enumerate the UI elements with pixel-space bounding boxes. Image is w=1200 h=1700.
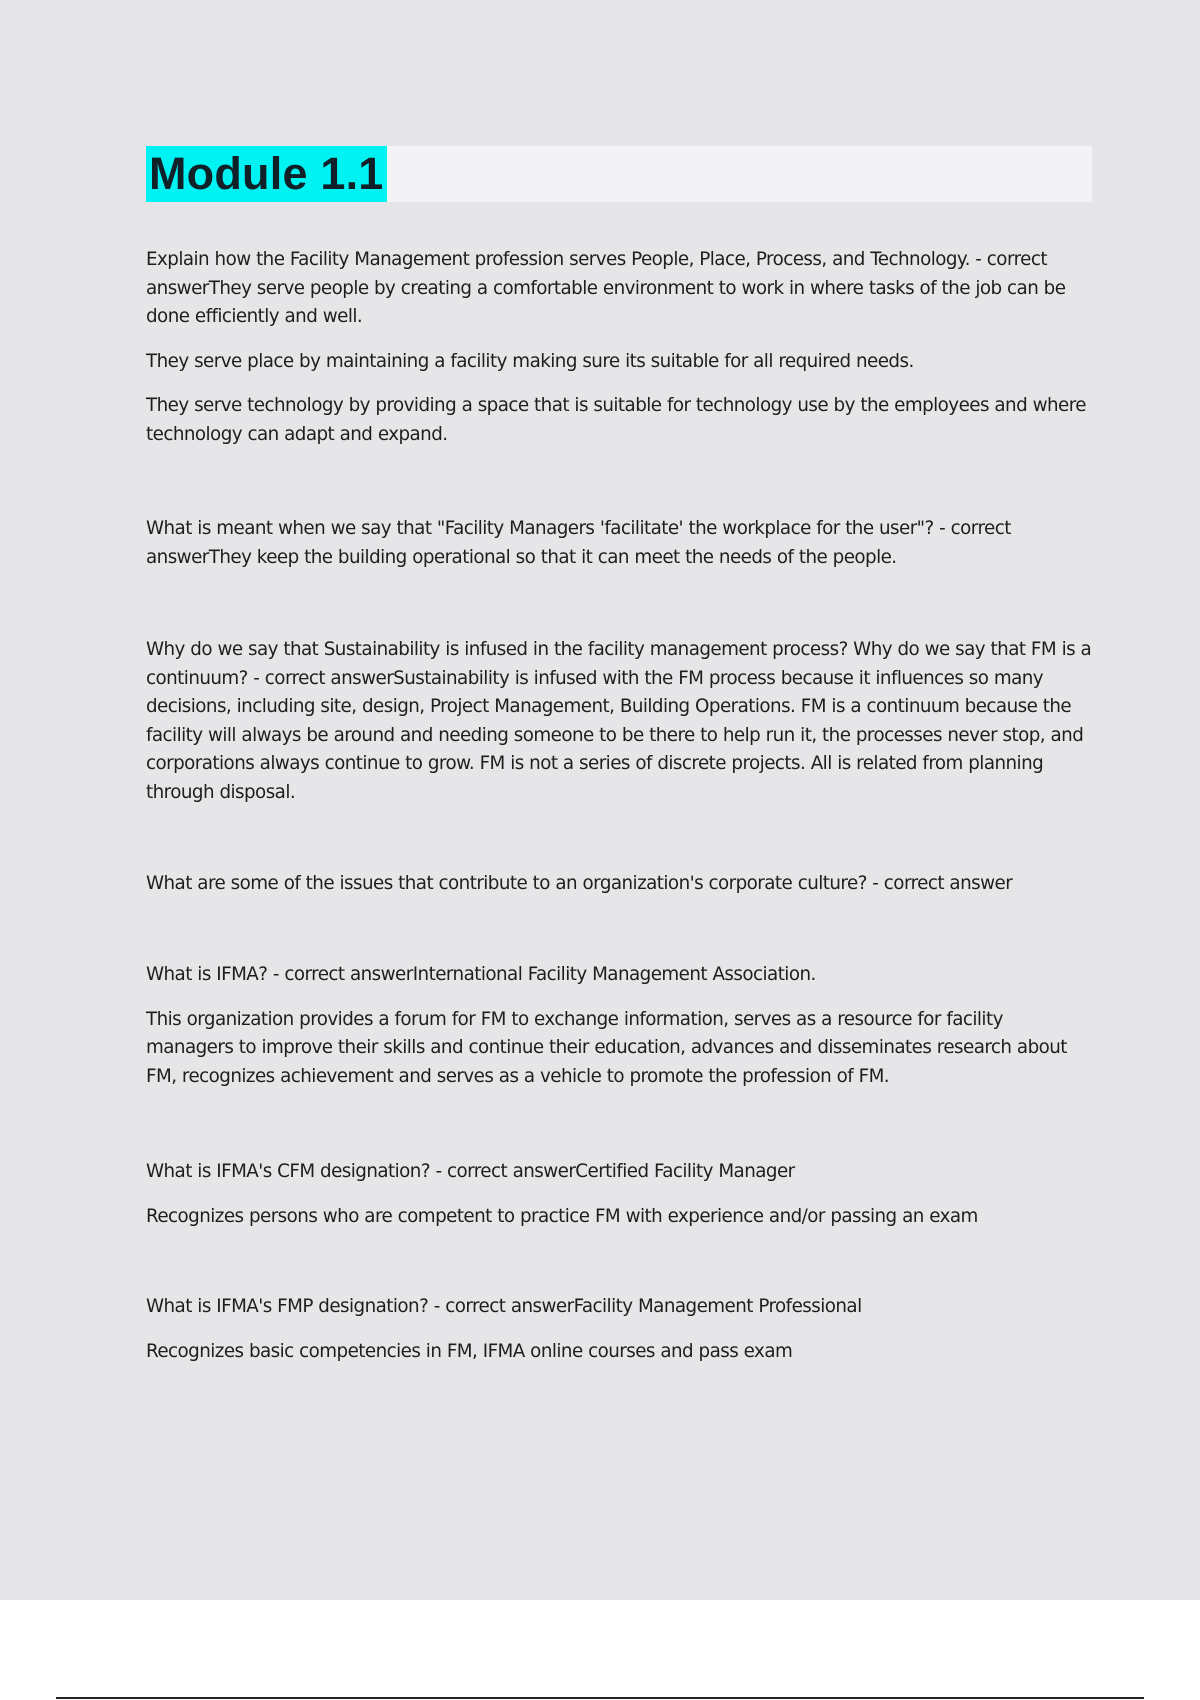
qa-item bbox=[146, 636, 1092, 807]
qa-paragraph: They serve technology by providing a space that is suitable for technology use by the employees and where technology can adapt and expand. bbox=[146, 395, 1087, 445]
qa-paragraph: What is meant when we say that "Facility Managers 'facilitate' the workplace for the user"? - correct answerThey keep the building operational so that it can meet the needs of the people. bbox=[146, 518, 1011, 568]
qa-paragraph: This organization provides a forum for FM to exchange information, serves as a resource for facility managers to improve their skills and continue their education, advances and disseminates research about FM, recognizes achievement and serves as a vehicle to promote the profession of FM. bbox=[146, 1008, 1067, 1087]
page-content bbox=[146, 146, 1092, 1362]
qa-paragraph: Recognizes basic competencies in FM, IFMA online courses and pass exam bbox=[146, 1340, 793, 1362]
qa-item bbox=[146, 870, 1092, 899]
qa-paragraph: What are some of the issues that contribute to an organization's corporate culture? - correct answer bbox=[146, 873, 1013, 894]
qa-paragraph: What is IFMA's CFM designation? - correct answerCertified Facility Manager bbox=[146, 1161, 795, 1182]
title-bar bbox=[146, 146, 1092, 202]
qa-paragraph: Recognizes persons who are competent to practice FM with experience and/or passing an exam bbox=[146, 1205, 978, 1227]
qa-item bbox=[146, 1158, 1092, 1231]
qa-paragraph: What is IFMA? - correct answerInternational Facility Management Association. bbox=[146, 964, 816, 985]
qa-item bbox=[146, 246, 1092, 449]
qa-paragraph: They serve place by maintaining a facility making sure its suitable for all required needs. bbox=[146, 350, 914, 372]
qa-item bbox=[146, 515, 1092, 572]
qa-item bbox=[146, 961, 1092, 1091]
footer-divider bbox=[56, 1697, 1144, 1699]
page-title: Module 1.1 bbox=[146, 146, 387, 202]
qa-paragraph: Why do we say that Sustainability is infused in the facility management process? Why do we say that FM is a continuum? - correct answerSustainability is infused with the FM process because it influences so many decisions, including site, design, Project Management, Building Operations. FM is a continuum because the facility will always be around and needing someone to be there to help run it, the processes never stop, and corporations always continue to grow. FM is not a series of discrete projects. All is related from planning through disposal. bbox=[146, 639, 1092, 803]
qa-paragraph: What is IFMA's FMP designation? - correct answerFacility Management Professional bbox=[146, 1296, 862, 1317]
qa-paragraph: Explain how the Facility Management profession serves People, Place, Process, and Technology. - correct answerThey serve people by creating a comfortable environment to work in where tasks of the job can be done efficiently and well. bbox=[146, 249, 1066, 327]
qa-item bbox=[146, 1293, 1092, 1366]
